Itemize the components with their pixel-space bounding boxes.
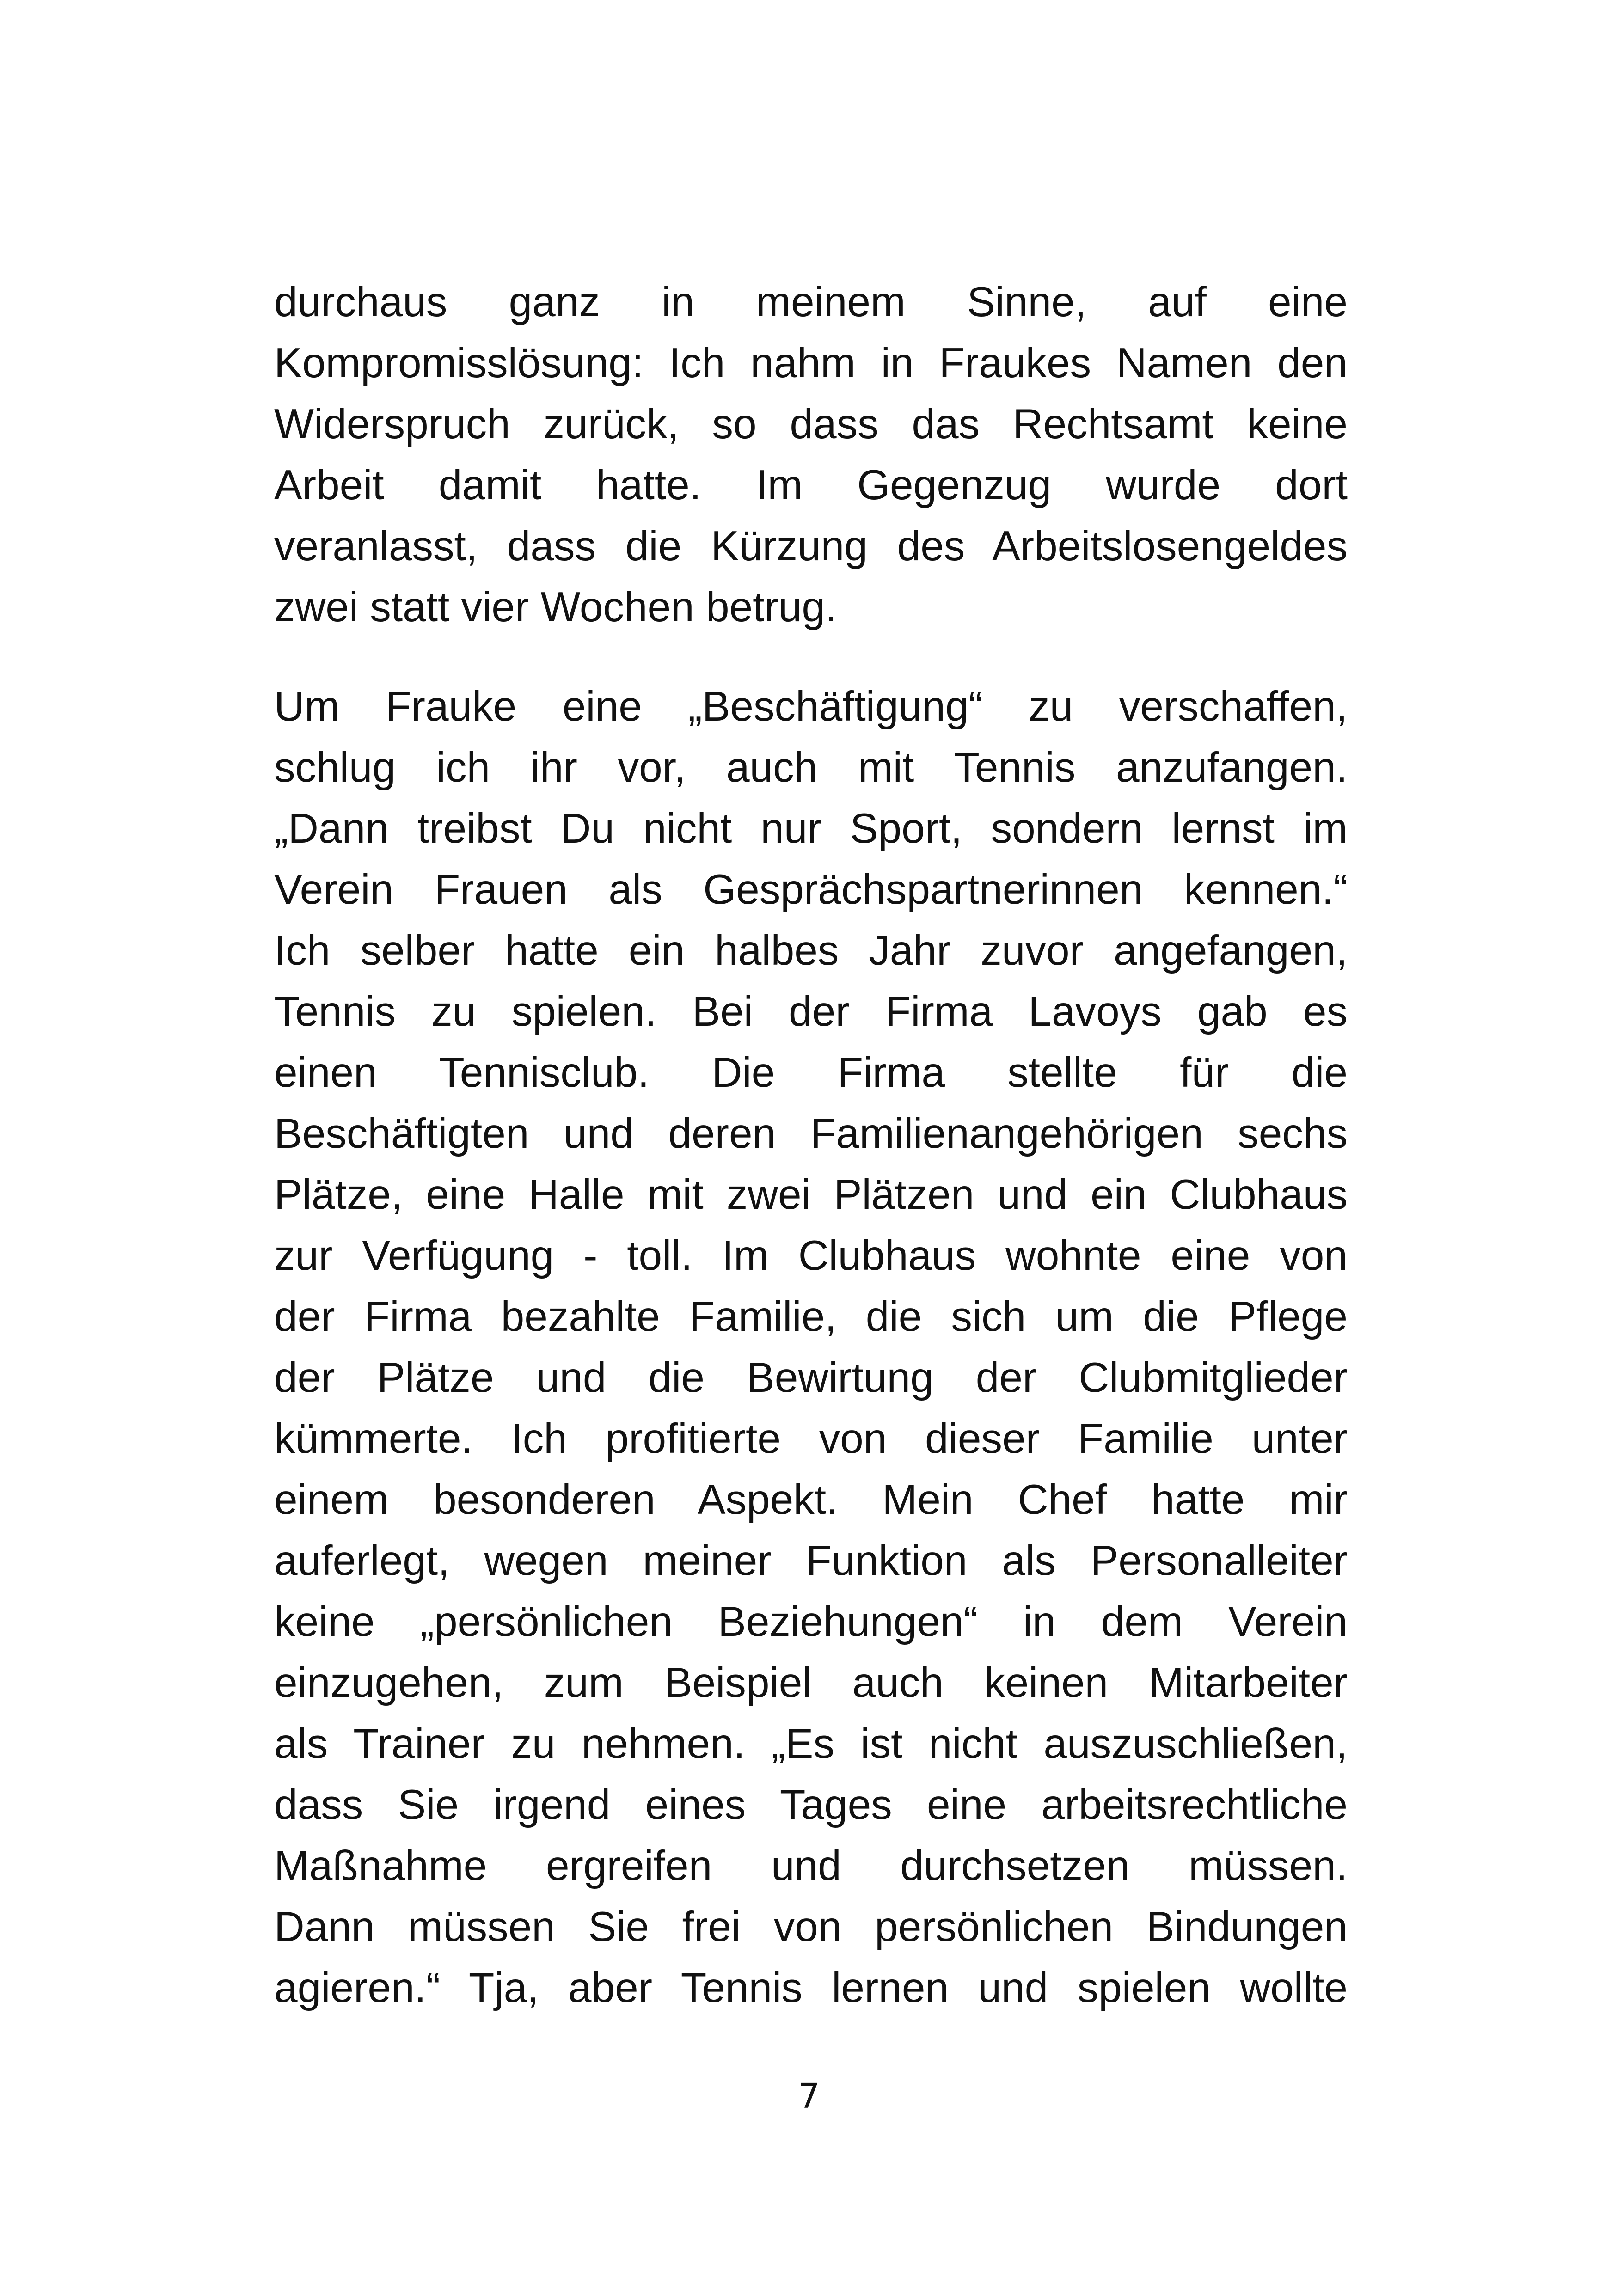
text-line: Um Frauke eine „Beschäftigung“ zu verschaffen, xyxy=(274,683,1348,730)
text-line: Arbeit damit hatte. Im Gegenzug wurde dort xyxy=(274,462,1348,508)
text-line: agieren.“ Tja, aber Tennis lernen und spielen wollte xyxy=(274,1965,1348,2011)
text-line: Tennis zu spielen. Bei der Firma Lavoys gab es xyxy=(274,988,1348,1035)
text-line: einem besonderen Aspekt. Mein Chef hatte mir xyxy=(274,1476,1348,1523)
page-number: 7 xyxy=(798,2076,820,2116)
text-line: Dann müssen Sie frei von persönlichen Bindungen xyxy=(274,1904,1348,1950)
text-line: dass Sie irgend eines Tages eine arbeitsrechtliche xyxy=(274,1782,1348,1828)
paragraph-2 xyxy=(274,676,1348,2019)
text-line: kümmerte. Ich profitierte von dieser Familie unter xyxy=(274,1415,1348,1462)
text-line: der Plätze und die Bewirtung der Clubmitglieder xyxy=(274,1354,1348,1401)
text-line: einen Tennisclub. Die Firma stellte für die xyxy=(274,1049,1348,1096)
text-line: Ich selber hatte ein halbes Jahr zuvor angefangen, xyxy=(274,927,1348,974)
text-line: als Trainer zu nehmen. „Es ist nicht auszuschließen, xyxy=(274,1720,1348,1767)
text-line: Kompromisslösung: Ich nahm in Fraukes Namen den xyxy=(274,340,1348,386)
body-text xyxy=(274,272,1348,2019)
text-line: Maßnahme ergreifen und durchsetzen müssen. xyxy=(274,1843,1348,1889)
paragraph-1 xyxy=(274,272,1348,638)
text-line: Beschäftigten und deren Familienangehörigen sechs xyxy=(274,1110,1348,1157)
text-line: veranlasst, dass die Kürzung des Arbeitslosengeldes xyxy=(274,523,1348,569)
text-line: schlug ich ihr vor, auch mit Tennis anzufangen. xyxy=(274,744,1348,791)
text-line: Verein Frauen als Gesprächspartnerinnen kennen.“ xyxy=(274,866,1348,913)
text-line: Plätze, eine Halle mit zwei Plätzen und ein Clubhaus xyxy=(274,1171,1348,1218)
text-line: auferlegt, wegen meiner Funktion als Personalleiter xyxy=(274,1537,1348,1584)
text-line: „Dann treibst Du nicht nur Sport, sondern lernst im xyxy=(274,805,1348,852)
text-line: keine „persönlichen Beziehungen“ in dem Verein xyxy=(274,1598,1348,1645)
text-line: zwei statt vier Wochen betrug. xyxy=(274,584,837,631)
text-line: einzugehen, zum Beispiel auch keinen Mitarbeiter xyxy=(274,1659,1348,1706)
text-line: zur Verfügung - toll. Im Clubhaus wohnte eine von xyxy=(274,1232,1348,1279)
text-line: der Firma bezahlte Familie, die sich um die Pflege xyxy=(274,1293,1348,1340)
text-line: Widerspruch zurück, so dass das Rechtsamt keine xyxy=(274,401,1348,447)
text-line: durchaus ganz in meinem Sinne, auf eine xyxy=(274,279,1348,325)
